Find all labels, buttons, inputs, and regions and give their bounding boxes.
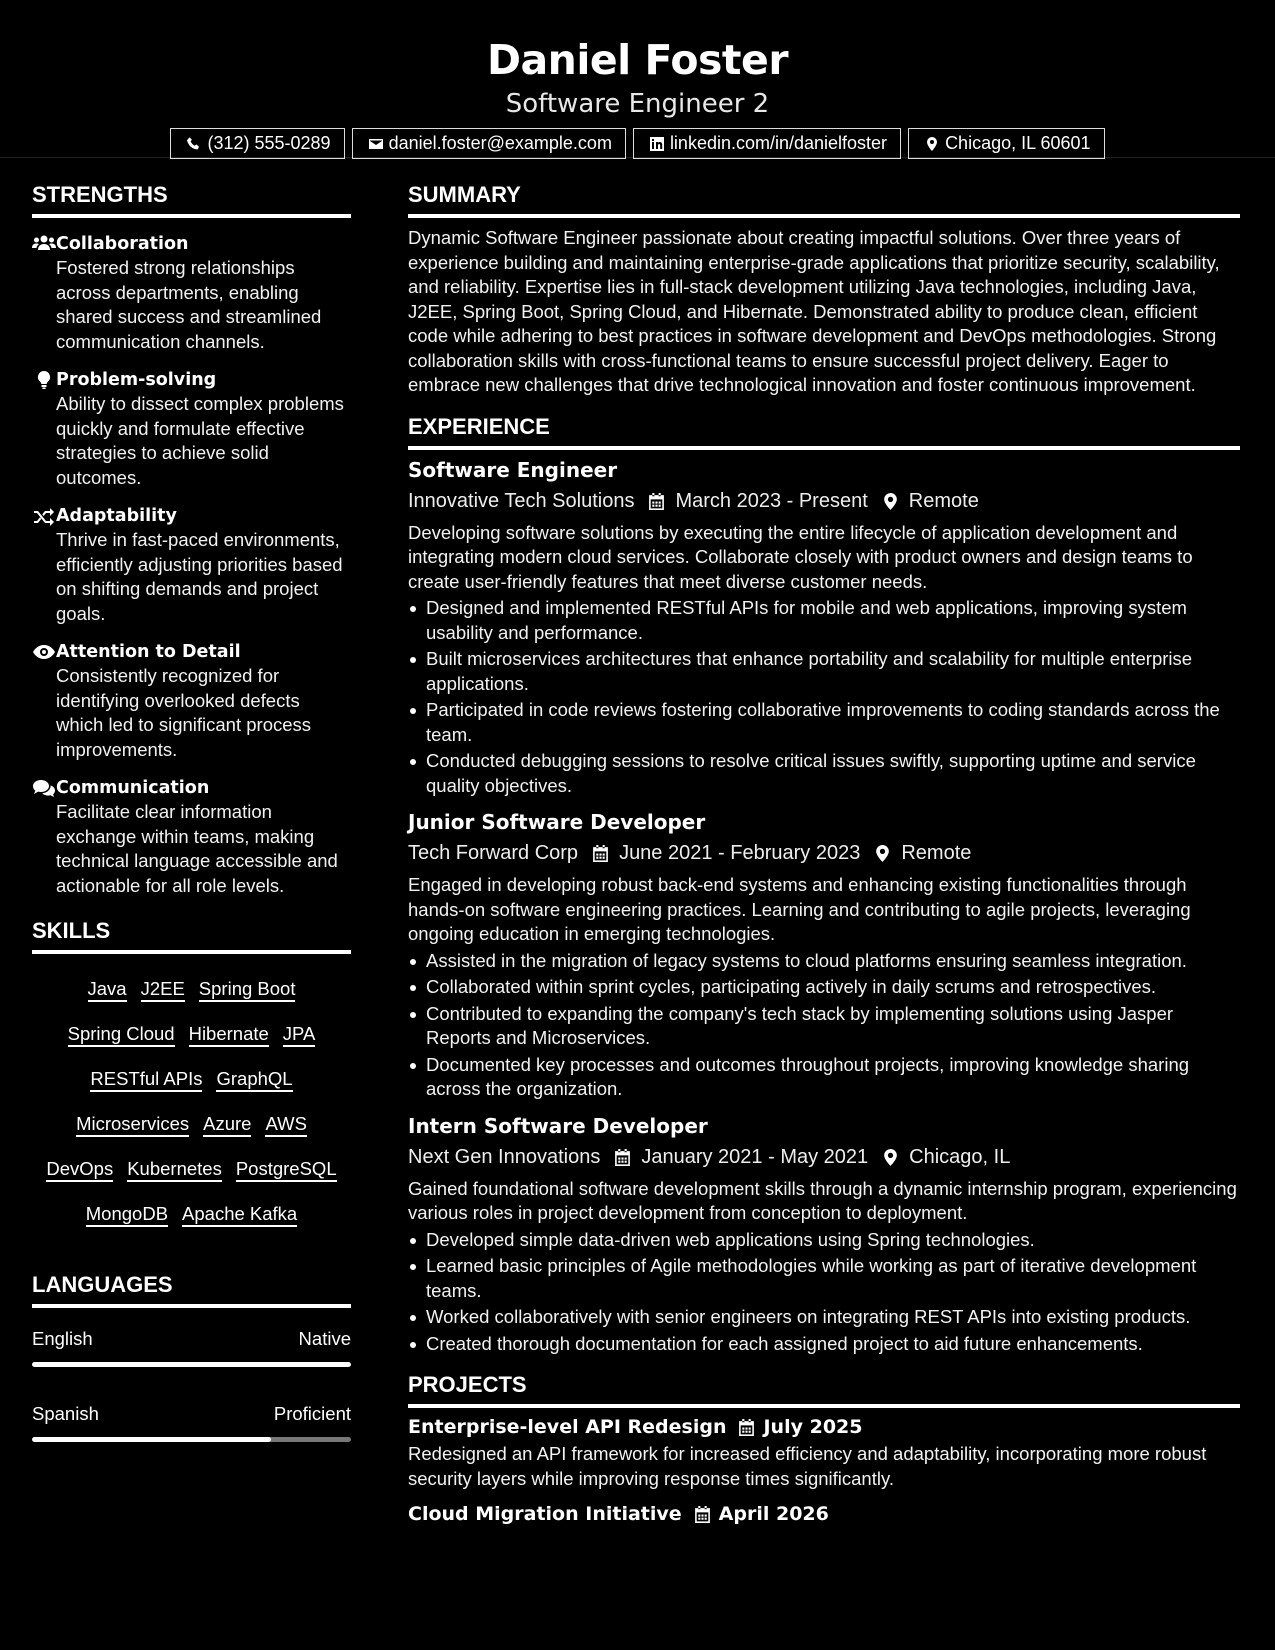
calendar-icon (614, 1148, 631, 1167)
calendar-icon (648, 492, 665, 511)
skill-tag: Hibernate (189, 1022, 269, 1047)
skill-tag: PostgreSQL (236, 1157, 337, 1182)
calendar-icon (694, 1505, 711, 1524)
skill-tag: Kubernetes (127, 1157, 222, 1182)
envelope-icon (368, 136, 384, 152)
lightbulb-icon (32, 370, 56, 390)
contact-email[interactable] (352, 128, 626, 159)
strengths-heading: STRENGTHS (32, 182, 351, 218)
right-column (408, 182, 1240, 1525)
contact-linkedin-text: linkedin.com/in/danielfoster (669, 133, 888, 153)
job-dates: January 2021 - May 2021 (641, 1145, 869, 1168)
skills-row (32, 968, 351, 1013)
comments-icon (32, 778, 56, 798)
job-description: Engaged in developing robust back-end systems and enhancing existing functionalities through hands-on software engineering practices. Learning and contributing to agile projects, leveraging ongoing education in emerging technologies. (408, 874, 1191, 944)
job-description: Gained foundational software development skills through a dynamic internship program, experiencing various roles in project development from conception to deployment. (408, 1177, 1237, 1223)
job-bullet: Worked collaboratively with senior engineers on integrating REST APIs into existing products. (408, 1305, 1240, 1330)
summary-heading: SUMMARY (408, 182, 1240, 218)
skill-tag: AWS (265, 1112, 306, 1137)
strength-desc: Ability to dissect complex problems quickly and formulate effective strategies to achieve solid outcomes. (56, 393, 344, 488)
job-bullet: Assisted in the migration of legacy systems to cloud platforms ensuring seamless integration. (408, 949, 1240, 974)
skill-tag: J2EE (141, 977, 185, 1002)
project-date: July 2025 (763, 1416, 863, 1438)
job-bullet: Learned basic principles of Agile methodologies while working as part of iterative development teams. (408, 1254, 1240, 1303)
project-title: Enterprise-level API Redesign (408, 1416, 727, 1438)
job-location: Chicago, IL (909, 1145, 1011, 1168)
contact-location[interactable] (908, 128, 1104, 159)
skill-tag: Spring Boot (199, 977, 296, 1002)
strength-item (32, 504, 351, 626)
calendar-icon (592, 844, 609, 863)
strength-title: Collaboration (56, 234, 189, 254)
languages-heading: LANGUAGES (32, 1272, 351, 1308)
job-location: Remote (908, 489, 979, 512)
language-proficiency-fill (32, 1362, 351, 1367)
language-proficiency-bar (32, 1362, 351, 1367)
language-name: English (32, 1328, 93, 1349)
project-title-row (408, 1416, 1240, 1438)
skill-tag: Apache Kafka (182, 1202, 297, 1227)
strength-desc: Consistently recognized for identifying overlooked defects which led to significant process improvements. (56, 665, 312, 760)
project-title: Cloud Migration Initiative (408, 1503, 682, 1525)
contact-phone[interactable] (170, 128, 344, 159)
users-icon (32, 234, 56, 254)
phone-icon (186, 136, 202, 152)
language-proficiency-bar (32, 1437, 351, 1442)
experience-heading: EXPERIENCE (408, 414, 1240, 450)
skills-row (32, 1058, 351, 1103)
strength-desc: Facilitate clear information exchange within teams, making technical language accessible and actionable for all role levels. (56, 801, 338, 896)
language-item (32, 1403, 351, 1442)
candidate-role: Software Engineer 2 (505, 89, 770, 119)
project-date: April 2026 (718, 1503, 829, 1525)
project-entry (408, 1503, 1240, 1525)
job-location: Remote (901, 842, 972, 864)
job-meta (408, 1146, 1240, 1169)
job-title: Junior Software Developer (408, 810, 706, 834)
job-bullets (408, 1228, 1240, 1357)
language-proficiency-fill (32, 1437, 271, 1442)
job-bullet: Collaborated within sprint cycles, participating actively in daily scrums and retrospectives. (408, 975, 1240, 1000)
strength-item (32, 232, 351, 354)
job-bullet: Contributed to expanding the company's tech stack by implementing solutions using Jasper Reports and Microservices. (408, 1002, 1240, 1051)
calendar-icon (738, 1418, 755, 1437)
language-item (32, 1328, 351, 1367)
skill-tag: Azure (203, 1112, 251, 1137)
skill-tag: Java (88, 977, 127, 1002)
summary-text: Dynamic Software Engineer passionate about creating impactful solutions. Over three years of experience building and maintaining enterprise-grade applications that prioritize security, scalability, and reliability. Expertise lies in full-stack development utilizing Java technologies, including Java, J2EE, Spring Boot, Spring Cloud, and Hibernate. Demonstrated ability to produce clean, efficient code while adhering to best practices in software development and DevOps methodologies. Strong collaboration skills with cross-functional teams to ensure successful project delivery. Eager to embrace new challenges that drive technological innovation and foster continuous improvement. (408, 227, 1220, 395)
skills-list (32, 968, 351, 1238)
job-title: Intern Software Developer (408, 1113, 708, 1138)
job-title: Software Engineer (408, 457, 618, 482)
job-bullet: Participated in code reviews fostering collaborative improvements to coding standards across the team. (408, 698, 1240, 747)
job-company: Tech Forward Corp (408, 842, 579, 864)
skill-tag: JPA (283, 1022, 316, 1047)
job-bullet: Conducted debugging sessions to resolve critical issues swiftly, supporting uptime and service quality objectives. (408, 749, 1240, 798)
strength-item (32, 640, 351, 762)
left-column (32, 182, 351, 1442)
project-entry (408, 1416, 1240, 1491)
strength-desc: Fostered strong relationships across departments, enabling shared success and streamlined communication channels. (56, 257, 322, 352)
strength-title: Attention to Detail (56, 642, 241, 662)
linkedin-icon (649, 136, 665, 152)
job-dates: March 2023 - Present (675, 489, 868, 512)
skills-heading: SKILLS (32, 918, 351, 954)
job-bullets (408, 596, 1240, 798)
skill-tag: DevOps (46, 1157, 113, 1182)
skill-tag: Microservices (76, 1112, 189, 1137)
job-bullet: Documented key processes and outcomes throughout projects, improving knowledge sharing across the organization. (408, 1053, 1240, 1102)
skills-row (32, 1193, 351, 1238)
skills-row (32, 1013, 351, 1058)
strength-item (32, 368, 351, 490)
project-title-row (408, 1503, 1240, 1525)
skill-tag: MongoDB (86, 1202, 168, 1227)
skills-row (32, 1148, 351, 1193)
skills-row (32, 1103, 351, 1148)
skill-tag: GraphQL (216, 1067, 292, 1092)
strength-item (32, 776, 351, 898)
job-meta (408, 490, 1240, 513)
contact-email-text: daniel.foster@example.com (388, 133, 612, 153)
job-company: Next Gen Innovations (408, 1145, 601, 1168)
language-name: Spanish (32, 1403, 99, 1424)
resume-header (0, 0, 1275, 158)
skill-tag: Spring Cloud (68, 1022, 175, 1047)
language-level: Proficient (273, 1403, 351, 1424)
map-pin-icon (882, 492, 899, 511)
project-description: Redesigned an API framework for increased efficiency and adaptability, incorporating more robust security layers while improving response times significantly. (408, 1443, 1207, 1489)
shuffle-icon (32, 506, 56, 526)
job-entry (408, 810, 1240, 1102)
job-company: Innovative Tech Solutions (408, 489, 635, 512)
skill-tag: RESTful APIs (90, 1067, 202, 1092)
job-meta (408, 842, 1240, 865)
contact-bar (0, 128, 1275, 159)
job-description: Developing software solutions by executing the entire lifecycle of application development and integrating modern cloud services. Collaborate closely with product owners and design teams to create user-friendly features that meet diverse customer needs. (408, 521, 1193, 592)
contact-linkedin[interactable] (633, 128, 901, 159)
map-pin-icon (874, 844, 891, 863)
job-bullets (408, 949, 1240, 1102)
strength-title: Communication (56, 778, 210, 798)
job-entry (408, 1114, 1240, 1357)
job-bullet: Built microservices architectures that enhance portability and scalability for multiple enterprise applications. (408, 647, 1240, 696)
strength-title: Problem-solving (56, 370, 217, 390)
map-pin-icon (882, 1148, 899, 1167)
job-bullet: Developed simple data-driven web applications using Spring technologies. (408, 1228, 1240, 1253)
contact-phone-text: (312) 555-0289 (207, 133, 331, 153)
contact-location-text: Chicago, IL 60601 (945, 133, 1091, 153)
job-entry (408, 458, 1240, 799)
strength-title: Adaptability (56, 506, 177, 526)
strength-desc: Thrive in fast-paced environments, efficiently adjusting priorities based on shifting demands and project goals. (56, 529, 343, 624)
map-pin-icon (924, 136, 940, 152)
job-dates: June 2021 - February 2023 (619, 842, 861, 864)
language-level: Native (298, 1328, 351, 1349)
job-bullet: Created thorough documentation for each assigned project to aid future enhancements. (408, 1332, 1240, 1357)
candidate-name: Daniel Foster (486, 36, 789, 84)
job-bullet: Designed and implemented RESTful APIs for mobile and web applications, improving system usability and performance. (408, 596, 1240, 645)
projects-heading: PROJECTS (408, 1372, 1240, 1408)
eye-icon (32, 642, 56, 662)
